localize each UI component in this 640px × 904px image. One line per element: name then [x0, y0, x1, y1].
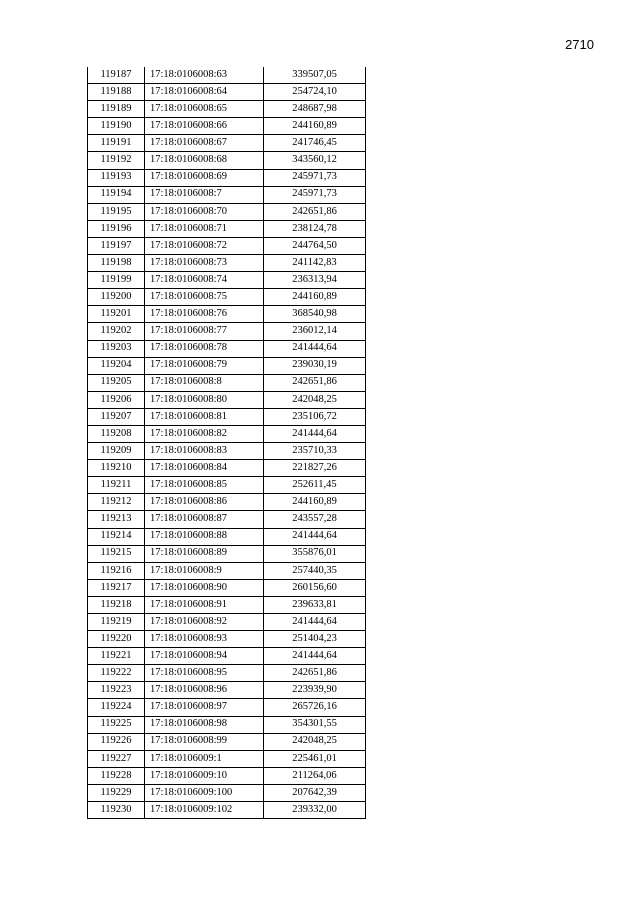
cadastral-number-cell: 17:18:0106008:89: [145, 545, 264, 562]
cadastral-number-cell: 17:18:0106008:67: [145, 135, 264, 152]
row-number-cell: 119188: [88, 84, 145, 101]
cadastral-number-cell: 17:18:0106008:93: [145, 631, 264, 648]
cadastral-number-cell: 17:18:0106008:87: [145, 511, 264, 528]
table-row: [88, 767, 366, 784]
cadastral-value-cell: 251404,23: [264, 631, 366, 648]
cadastral-value-cell: 244160,89: [264, 289, 366, 306]
cadastral-number-cell: 17:18:0106009:10: [145, 767, 264, 784]
table-row: [88, 306, 366, 323]
cadastral-value-cell: 241444,64: [264, 528, 366, 545]
row-number-cell: 119203: [88, 340, 145, 357]
row-number-cell: 119225: [88, 716, 145, 733]
cadastral-value-cell: 242651,86: [264, 374, 366, 391]
table-row: [88, 135, 366, 152]
table-row: [88, 67, 366, 84]
cadastral-number-cell: 17:18:0106008:7: [145, 186, 264, 203]
row-number-cell: 119228: [88, 767, 145, 784]
row-number-cell: 119210: [88, 460, 145, 477]
cadastral-value-cell: 235106,72: [264, 408, 366, 425]
cadastral-number-cell: 17:18:0106008:80: [145, 391, 264, 408]
cadastral-number-cell: 17:18:0106008:64: [145, 84, 264, 101]
row-number-cell: 119201: [88, 306, 145, 323]
cadastral-value-cell: 265726,16: [264, 699, 366, 716]
table-row: [88, 631, 366, 648]
cadastral-number-cell: 17:18:0106008:75: [145, 289, 264, 306]
table-row: [88, 665, 366, 682]
cadastral-number-cell: 17:18:0106008:85: [145, 477, 264, 494]
table-row: [88, 443, 366, 460]
row-number-cell: 119207: [88, 408, 145, 425]
cadastral-number-cell: 17:18:0106008:73: [145, 255, 264, 272]
cadastral-value-cell: 254724,10: [264, 84, 366, 101]
cadastral-value-cell: 244160,89: [264, 494, 366, 511]
cadastral-value-cell: 257440,35: [264, 562, 366, 579]
row-number-cell: 119213: [88, 511, 145, 528]
table-row: [88, 220, 366, 237]
cadastral-number-cell: 17:18:0106008:82: [145, 425, 264, 442]
table-row: [88, 477, 366, 494]
table-row: [88, 84, 366, 101]
cadastral-value-cell: 236012,14: [264, 323, 366, 340]
table-row: [88, 511, 366, 528]
cadastral-value-cell: 241142,83: [264, 255, 366, 272]
table-row: [88, 323, 366, 340]
table-row: [88, 614, 366, 631]
row-number-cell: 119187: [88, 67, 145, 84]
table-row: [88, 272, 366, 289]
table-row: [88, 716, 366, 733]
table-row: [88, 596, 366, 613]
cadastral-number-cell: 17:18:0106008:79: [145, 357, 264, 374]
cadastral-number-cell: 17:18:0106008:99: [145, 733, 264, 750]
cadastral-number-cell: 17:18:0106008:98: [145, 716, 264, 733]
row-number-cell: 119191: [88, 135, 145, 152]
table-row: [88, 425, 366, 442]
table-row: [88, 374, 366, 391]
cadastral-value-cell: 343560,12: [264, 152, 366, 169]
cadastral-number-cell: 17:18:0106008:94: [145, 648, 264, 665]
cadastral-value-cell: 339507,05: [264, 67, 366, 84]
cadastral-value-table: [87, 67, 366, 819]
row-number-cell: 119224: [88, 699, 145, 716]
table-row: [88, 562, 366, 579]
cadastral-number-cell: 17:18:0106008:72: [145, 237, 264, 254]
cadastral-value-cell: 355876,01: [264, 545, 366, 562]
cadastral-number-cell: 17:18:0106008:68: [145, 152, 264, 169]
row-number-cell: 119216: [88, 562, 145, 579]
table-row: [88, 528, 366, 545]
table-row: [88, 118, 366, 135]
table-row: [88, 237, 366, 254]
table-row: [88, 186, 366, 203]
table-row: [88, 802, 366, 819]
cadastral-value-cell: 236313,94: [264, 272, 366, 289]
cadastral-number-cell: 17:18:0106009:100: [145, 784, 264, 801]
row-number-cell: 119229: [88, 784, 145, 801]
cadastral-value-cell: 235710,33: [264, 443, 366, 460]
table-row: [88, 340, 366, 357]
table-row: [88, 784, 366, 801]
cadastral-number-cell: 17:18:0106008:97: [145, 699, 264, 716]
cadastral-number-cell: 17:18:0106008:66: [145, 118, 264, 135]
cadastral-number-cell: 17:18:0106008:83: [145, 443, 264, 460]
table-row: [88, 682, 366, 699]
cadastral-value-cell: 223939,90: [264, 682, 366, 699]
table-body: [88, 67, 366, 819]
table-row: [88, 460, 366, 477]
row-number-cell: 119202: [88, 323, 145, 340]
cadastral-value-cell: 241746,45: [264, 135, 366, 152]
cadastral-number-cell: 17:18:0106008:69: [145, 169, 264, 186]
cadastral-value-cell: 260156,60: [264, 579, 366, 596]
cadastral-number-cell: 17:18:0106008:90: [145, 579, 264, 596]
cadastral-number-cell: 17:18:0106008:95: [145, 665, 264, 682]
cadastral-value-cell: 242048,25: [264, 391, 366, 408]
row-number-cell: 119214: [88, 528, 145, 545]
cadastral-value-cell: 241444,64: [264, 648, 366, 665]
cadastral-number-cell: 17:18:0106008:84: [145, 460, 264, 477]
cadastral-value-cell: 243557,28: [264, 511, 366, 528]
cadastral-number-cell: 17:18:0106008:74: [145, 272, 264, 289]
table-row: [88, 408, 366, 425]
cadastral-number-cell: 17:18:0106008:91: [145, 596, 264, 613]
table-row: [88, 648, 366, 665]
row-number-cell: 119198: [88, 255, 145, 272]
cadastral-value-cell: 207642,39: [264, 784, 366, 801]
table-row: [88, 699, 366, 716]
cadastral-value-cell: 241444,64: [264, 614, 366, 631]
cadastral-number-cell: 17:18:0106008:92: [145, 614, 264, 631]
cadastral-value-cell: 368540,98: [264, 306, 366, 323]
cadastral-value-cell: 252611,45: [264, 477, 366, 494]
row-number-cell: 119208: [88, 425, 145, 442]
cadastral-value-cell: 242651,86: [264, 665, 366, 682]
table-row: [88, 203, 366, 220]
cadastral-value-cell: 244160,89: [264, 118, 366, 135]
cadastral-number-cell: 17:18:0106009:1: [145, 750, 264, 767]
table-row: [88, 750, 366, 767]
cadastral-value-cell: 239633,81: [264, 596, 366, 613]
table-row: [88, 255, 366, 272]
cadastral-number-cell: 17:18:0106009:102: [145, 802, 264, 819]
row-number-cell: 119195: [88, 203, 145, 220]
page-number: 2710: [565, 37, 594, 52]
table-row: [88, 391, 366, 408]
cadastral-number-cell: 17:18:0106008:77: [145, 323, 264, 340]
table-row: [88, 357, 366, 374]
row-number-cell: 119205: [88, 374, 145, 391]
table-row: [88, 579, 366, 596]
table-row: [88, 169, 366, 186]
table-row: [88, 152, 366, 169]
row-number-cell: 119218: [88, 596, 145, 613]
cadastral-number-cell: 17:18:0106008:63: [145, 67, 264, 84]
cadastral-value-cell: 241444,64: [264, 340, 366, 357]
row-number-cell: 119204: [88, 357, 145, 374]
row-number-cell: 119211: [88, 477, 145, 494]
cadastral-value-cell: 248687,98: [264, 101, 366, 118]
cadastral-value-cell: 238124,78: [264, 220, 366, 237]
cadastral-value-cell: 239030,19: [264, 357, 366, 374]
cadastral-value-cell: 242048,25: [264, 733, 366, 750]
cadastral-value-cell: 221827,26: [264, 460, 366, 477]
row-number-cell: 119200: [88, 289, 145, 306]
row-number-cell: 119217: [88, 579, 145, 596]
cadastral-value-cell: 241444,64: [264, 425, 366, 442]
cadastral-value-cell: 354301,55: [264, 716, 366, 733]
row-number-cell: 119223: [88, 682, 145, 699]
row-number-cell: 119206: [88, 391, 145, 408]
cadastral-value-cell: 225461,01: [264, 750, 366, 767]
row-number-cell: 119222: [88, 665, 145, 682]
row-number-cell: 119199: [88, 272, 145, 289]
cadastral-number-cell: 17:18:0106008:9: [145, 562, 264, 579]
row-number-cell: 119226: [88, 733, 145, 750]
cadastral-number-cell: 17:18:0106008:76: [145, 306, 264, 323]
row-number-cell: 119220: [88, 631, 145, 648]
row-number-cell: 119194: [88, 186, 145, 203]
row-number-cell: 119192: [88, 152, 145, 169]
row-number-cell: 119196: [88, 220, 145, 237]
row-number-cell: 119219: [88, 614, 145, 631]
cadastral-number-cell: 17:18:0106008:86: [145, 494, 264, 511]
table-row: [88, 494, 366, 511]
cadastral-number-cell: 17:18:0106008:70: [145, 203, 264, 220]
row-number-cell: 119221: [88, 648, 145, 665]
row-number-cell: 119230: [88, 802, 145, 819]
row-number-cell: 119212: [88, 494, 145, 511]
cadastral-value-cell: 242651,86: [264, 203, 366, 220]
row-number-cell: 119227: [88, 750, 145, 767]
row-number-cell: 119193: [88, 169, 145, 186]
cadastral-value-cell: 239332,00: [264, 802, 366, 819]
cadastral-value-cell: 211264,06: [264, 767, 366, 784]
cadastral-number-cell: 17:18:0106008:88: [145, 528, 264, 545]
cadastral-number-cell: 17:18:0106008:65: [145, 101, 264, 118]
cadastral-number-cell: 17:18:0106008:8: [145, 374, 264, 391]
row-number-cell: 119197: [88, 237, 145, 254]
table-row: [88, 733, 366, 750]
row-number-cell: 119190: [88, 118, 145, 135]
row-number-cell: 119209: [88, 443, 145, 460]
cadastral-value-cell: 245971,73: [264, 169, 366, 186]
table-row: [88, 545, 366, 562]
cadastral-number-cell: 17:18:0106008:78: [145, 340, 264, 357]
cadastral-number-cell: 17:18:0106008:96: [145, 682, 264, 699]
cadastral-value-cell: 244764,50: [264, 237, 366, 254]
table-row: [88, 101, 366, 118]
cadastral-number-cell: 17:18:0106008:81: [145, 408, 264, 425]
cadastral-value-cell: 245971,73: [264, 186, 366, 203]
row-number-cell: 119189: [88, 101, 145, 118]
cadastral-number-cell: 17:18:0106008:71: [145, 220, 264, 237]
row-number-cell: 119215: [88, 545, 145, 562]
table-row: [88, 289, 366, 306]
